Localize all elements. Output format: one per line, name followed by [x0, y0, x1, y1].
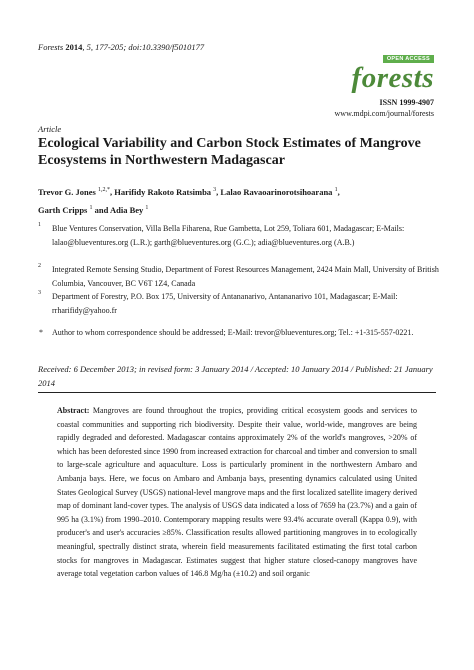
- author-line-1: Trevor G. Jones $^{1,2,*}$, Harifidy Rakoto Ratsimba $^3$, Lalao Ravaoarinorotsihoarana $^1$,: [38, 186, 340, 197]
- article-type: Article: [38, 124, 62, 134]
- correspondence-marker: *: [39, 328, 43, 337]
- paper-title: Ecological Variability and Carbon Stock Estimates of Mangrove Ecosystems in Northwestern Madagascar: [38, 136, 421, 168]
- divider-rule: [38, 392, 436, 393]
- publication-dates: Received: 6 December 2013; in revised form: 3 January 2014 / Accepted: 10 January 2014 / Published: 21 January 2014: [38, 364, 433, 388]
- correspondence-text: Author to whom correspondence should be addressed; E-Mail: trevor@blueventures.org; Tel.: +1-315-557-0221.: [52, 328, 414, 337]
- affiliation-number: 3: [38, 290, 41, 296]
- author-affil-ref: 1,2,*: [97, 187, 110, 193]
- author-name: Lalao Ravaoarinorotsihoarana: [220, 186, 333, 197]
- affiliation-number: 1: [38, 222, 41, 228]
- author-list: [38, 182, 448, 218]
- author-affil-ref: 1: [334, 187, 338, 193]
- citation-year: 2014: [65, 42, 83, 52]
- citation-journal: Forests: [38, 42, 64, 52]
- issn: ISSN 1999-4907: [379, 98, 434, 107]
- author-affil-ref: 3: [213, 187, 217, 193]
- affiliation-text: Department of Forestry, P.O. Box 175, University of Antananarivo, Antananarivo 101, Madagascar; E-Mail: rrharifidy@yahoo.fr: [52, 292, 398, 315]
- author-name: Garth Cripps: [38, 204, 88, 215]
- author-name: Harifidy Rakoto Ratsimba: [114, 186, 212, 197]
- journal-logo: forests: [351, 62, 434, 94]
- open-access-badge: OPEN ACCESS: [383, 55, 434, 63]
- author-affil-ref: 1: [89, 204, 93, 211]
- author-name: Adia Bey: [109, 204, 144, 215]
- affiliation-2: [38, 263, 448, 290]
- affiliation-number: 2: [38, 263, 41, 269]
- affiliation-text: Blue Ventures Conservation, Villa Bella Fiharena, Rue Gambetta, Lot 259, Toliara 601, Madagascar; E-Mails: lalao@blueventures.org (L.R.); garth@blueventures.org (G.C.); adia@blueventures.org (A.B.): [52, 224, 405, 247]
- correspondence-note: [38, 326, 448, 340]
- author-affil-ref: 1: [145, 204, 149, 211]
- abstract: [57, 404, 417, 581]
- affiliation-1: [38, 222, 448, 249]
- affiliation-3: [38, 290, 448, 317]
- author-line-2: Garth Cripps $^1$ and Adia Bey $^1$: [38, 204, 149, 215]
- journal-url[interactable]: www.mdpi.com/journal/forests: [334, 109, 434, 118]
- author-name: Trevor G. Jones: [38, 186, 96, 197]
- abstract-label: Abstract:: [57, 406, 90, 415]
- abstract-text: Mangroves are found throughout the tropics, providing critical ecosystem goods and services to coastal communities and supporting rich biodiversity. Despite their value, world-wide, mangroves are being rapidly degraded and deforested. Madagascar contains approximately 2% of the world's mangroves, >20% of which has been deforested since 1990 from increased extraction for charcoal and timber and conversion to small to large-scale agriculture and aquaculture. Loss is particularly prominent in the northwestern Ambaro and Ambanja bays. Here, we focus on Ambaro and Ambanja bays, presenting dynamics calculated using United States Geological Survey (USGS) national-level mangrove maps and the first localized satellite imagery derived map of dominant land-cover types. The analysis of USGS data indicated a loss of 7659 ha (23.7%) and a gain of 995 ha (3.1%) from 1990–2010. Contemporary mapping results were 93.4% accurate overall (Kappa 0.9), with producer's and user's accuracies ≥85%. Classification results allowed partitioning mangroves in to ecologically meaningful, spectrally distinct strata, wherein field measurements facilitated estimating the first total carbon stocks for mangroves in Madagascar. Estimates suggest that higher stature closed-canopy mangroves have average total vegetation carbon values of 146.8 Mg/ha (±10.2) and soil organic: [57, 406, 418, 579]
- citation-rest: , 5, 177-205; doi:10.3390/f5010177: [82, 42, 205, 52]
- citation-line: [38, 42, 204, 52]
- affiliation-text: Integrated Remote Sensing Studio, Department of Forest Resources Management, 2424 Main Mall, University of British Columbia, Vancouver, BC V6T 1Z4, Canada: [52, 265, 439, 288]
